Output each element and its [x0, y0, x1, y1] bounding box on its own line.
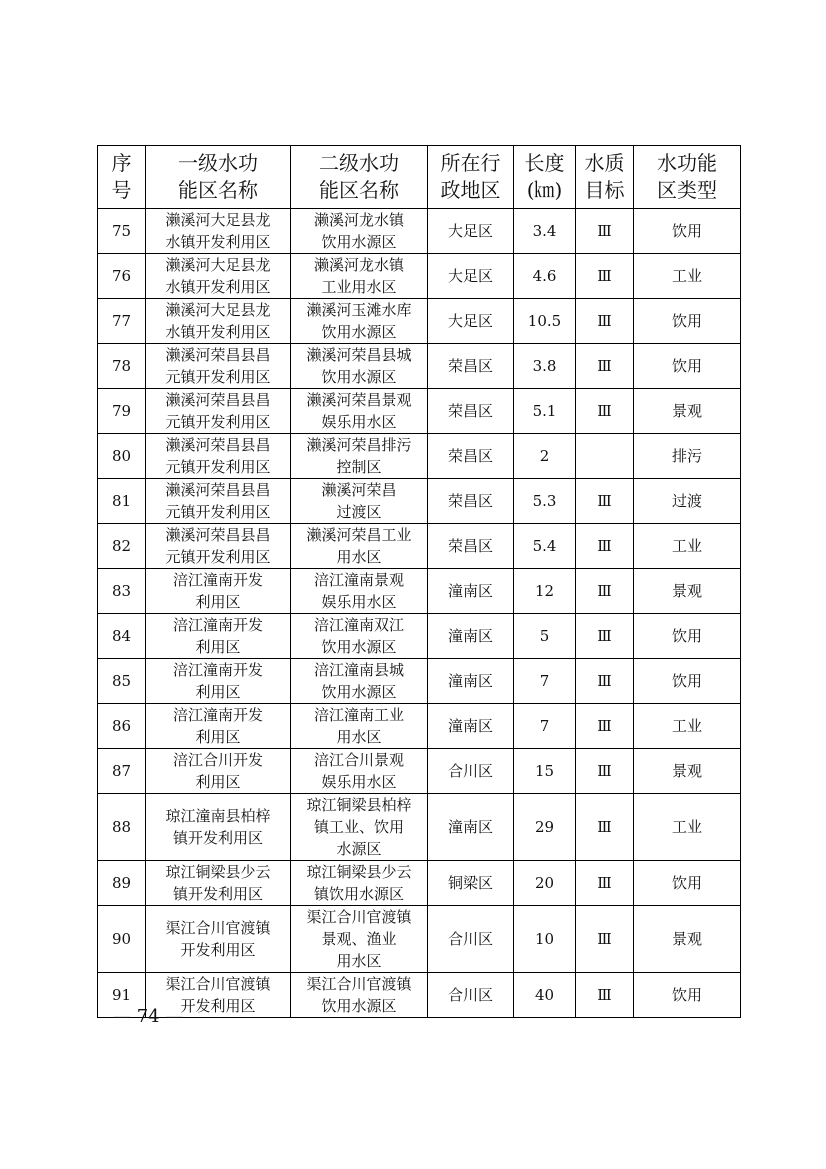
water-quality-target-cell: Ⅲ [576, 861, 634, 906]
primary-zone-cell: 琼江铜梁县少云 镇开发利用区 [146, 861, 291, 906]
region-cell: 铜梁区 [428, 861, 514, 906]
serial-number-cell: 88 [98, 794, 146, 861]
function-type-cell: 工业 [634, 254, 741, 299]
function-type-cell: 景观 [634, 569, 741, 614]
header-serial-number: 序 号 [98, 146, 146, 209]
serial-number-cell: 82 [98, 524, 146, 569]
function-type-cell: 景观 [634, 749, 741, 794]
secondary-zone-cell: 涪江潼南县城 饮用水源区 [291, 659, 428, 704]
table-row [98, 861, 741, 906]
length-cell: 29 [514, 794, 576, 861]
table-row [98, 659, 741, 704]
table-body [98, 209, 741, 1018]
primary-zone-cell: 涪江潼南开发 利用区 [146, 614, 291, 659]
serial-number-cell: 89 [98, 861, 146, 906]
table-header [98, 146, 741, 209]
length-cell: 7 [514, 704, 576, 749]
function-type-cell: 工业 [634, 524, 741, 569]
length-cell: 10 [514, 906, 576, 973]
serial-number-cell: 85 [98, 659, 146, 704]
table-row [98, 389, 741, 434]
water-function-zone-table [97, 145, 741, 1018]
header-secondary-zone-name: 二级水功 能区名称 [291, 146, 428, 209]
table-row [98, 704, 741, 749]
header-function-type: 水功能 区类型 [634, 146, 741, 209]
serial-number-cell: 86 [98, 704, 146, 749]
table-row [98, 524, 741, 569]
length-cell: 12 [514, 569, 576, 614]
region-cell: 潼南区 [428, 794, 514, 861]
table-row [98, 794, 741, 861]
serial-number-cell: 79 [98, 389, 146, 434]
region-cell: 合川区 [428, 906, 514, 973]
serial-number-cell: 80 [98, 434, 146, 479]
secondary-zone-cell: 涪江潼南工业 用水区 [291, 704, 428, 749]
length-cell: 3.8 [514, 344, 576, 389]
length-cell: 15 [514, 749, 576, 794]
water-quality-target-cell: Ⅲ [576, 569, 634, 614]
length-cell: 5.3 [514, 479, 576, 524]
primary-zone-cell: 濑溪河大足县龙 水镇开发利用区 [146, 299, 291, 344]
length-cell: 4.6 [514, 254, 576, 299]
function-type-cell: 过渡 [634, 479, 741, 524]
secondary-zone-cell: 濑溪河荣昌排污 控制区 [291, 434, 428, 479]
water-quality-target-cell: Ⅲ [576, 389, 634, 434]
primary-zone-cell: 濑溪河荣昌县昌 元镇开发利用区 [146, 434, 291, 479]
length-cell: 2 [514, 434, 576, 479]
serial-number-cell: 78 [98, 344, 146, 389]
region-cell: 大足区 [428, 254, 514, 299]
header-length: 长度 (㎞) [514, 146, 576, 209]
length-cell: 40 [514, 973, 576, 1018]
function-type-cell: 饮用 [634, 861, 741, 906]
secondary-zone-cell: 濑溪河荣昌工业 用水区 [291, 524, 428, 569]
length-cell: 20 [514, 861, 576, 906]
table-row [98, 434, 741, 479]
primary-zone-cell: 濑溪河荣昌县昌 元镇开发利用区 [146, 389, 291, 434]
region-cell: 荣昌区 [428, 389, 514, 434]
table-row [98, 749, 741, 794]
secondary-zone-cell: 渠江合川官渡镇 景观、渔业 用水区 [291, 906, 428, 973]
primary-zone-cell: 濑溪河荣昌县昌 元镇开发利用区 [146, 524, 291, 569]
serial-number-cell: 87 [98, 749, 146, 794]
region-cell: 潼南区 [428, 659, 514, 704]
table-row [98, 906, 741, 973]
secondary-zone-cell: 濑溪河龙水镇 饮用水源区 [291, 209, 428, 254]
function-type-cell: 饮用 [634, 209, 741, 254]
water-quality-target-cell: Ⅲ [576, 299, 634, 344]
secondary-zone-cell: 濑溪河荣昌景观 娱乐用水区 [291, 389, 428, 434]
water-quality-target-cell: Ⅲ [576, 704, 634, 749]
water-quality-target-cell: Ⅲ [576, 254, 634, 299]
table-row [98, 973, 741, 1018]
function-type-cell: 景观 [634, 389, 741, 434]
serial-number-cell: 83 [98, 569, 146, 614]
secondary-zone-cell: 涪江潼南双江 饮用水源区 [291, 614, 428, 659]
water-quality-target-cell: Ⅲ [576, 614, 634, 659]
primary-zone-cell: 涪江合川开发 利用区 [146, 749, 291, 794]
function-type-cell: 排污 [634, 434, 741, 479]
secondary-zone-cell: 濑溪河荣昌县城 饮用水源区 [291, 344, 428, 389]
water-quality-target-cell [576, 434, 634, 479]
table-row [98, 254, 741, 299]
region-cell: 荣昌区 [428, 434, 514, 479]
secondary-zone-cell: 琼江铜梁县柏梓 镇工业、饮用 水源区 [291, 794, 428, 861]
region-cell: 荣昌区 [428, 479, 514, 524]
serial-number-cell: 81 [98, 479, 146, 524]
function-type-cell: 饮用 [634, 344, 741, 389]
primary-zone-cell: 涪江潼南开发 利用区 [146, 704, 291, 749]
length-cell: 7 [514, 659, 576, 704]
primary-zone-cell: 琼江潼南县柏梓 镇开发利用区 [146, 794, 291, 861]
region-cell: 潼南区 [428, 614, 514, 659]
secondary-zone-cell: 涪江潼南景观 娱乐用水区 [291, 569, 428, 614]
length-cell: 5.1 [514, 389, 576, 434]
region-cell: 合川区 [428, 973, 514, 1018]
function-type-cell: 工业 [634, 704, 741, 749]
length-cell: 5.4 [514, 524, 576, 569]
primary-zone-cell: 濑溪河荣昌县昌 元镇开发利用区 [146, 479, 291, 524]
water-quality-target-cell: Ⅲ [576, 749, 634, 794]
secondary-zone-cell: 渠江合川官渡镇 饮用水源区 [291, 973, 428, 1018]
serial-number-cell: 76 [98, 254, 146, 299]
function-type-cell: 工业 [634, 794, 741, 861]
region-cell: 合川区 [428, 749, 514, 794]
serial-number-cell: 77 [98, 299, 146, 344]
serial-number-cell: 91 [98, 973, 146, 1018]
header-primary-zone-name: 一级水功 能区名称 [146, 146, 291, 209]
primary-zone-cell: 濑溪河大足县龙 水镇开发利用区 [146, 209, 291, 254]
region-cell: 潼南区 [428, 569, 514, 614]
region-cell: 荣昌区 [428, 524, 514, 569]
function-type-cell: 饮用 [634, 659, 741, 704]
primary-zone-cell: 渠江合川官渡镇 开发利用区 [146, 973, 291, 1018]
secondary-zone-cell: 涪江合川景观 娱乐用水区 [291, 749, 428, 794]
water-quality-target-cell: Ⅲ [576, 479, 634, 524]
secondary-zone-cell: 琼江铜梁县少云 镇饮用水源区 [291, 861, 428, 906]
table-row [98, 479, 741, 524]
secondary-zone-cell: 濑溪河龙水镇 工业用水区 [291, 254, 428, 299]
length-cell: 3.4 [514, 209, 576, 254]
header-administrative-region: 所在行 政地区 [428, 146, 514, 209]
secondary-zone-cell: 濑溪河玉滩水库 饮用水源区 [291, 299, 428, 344]
header-water-quality-target: 水质 目标 [576, 146, 634, 209]
function-type-cell: 饮用 [634, 299, 741, 344]
secondary-zone-cell: 濑溪河荣昌 过渡区 [291, 479, 428, 524]
function-type-cell: 饮用 [634, 614, 741, 659]
page-number: — 74 — [113, 1006, 184, 1027]
length-cell: 10.5 [514, 299, 576, 344]
table-row [98, 614, 741, 659]
water-quality-target-cell: Ⅲ [576, 794, 634, 861]
water-quality-target-cell: Ⅲ [576, 524, 634, 569]
serial-number-cell: 84 [98, 614, 146, 659]
table-row [98, 299, 741, 344]
table-row [98, 209, 741, 254]
water-quality-target-cell: Ⅲ [576, 973, 634, 1018]
header-row [98, 146, 741, 209]
table-row [98, 569, 741, 614]
region-cell: 荣昌区 [428, 344, 514, 389]
region-cell: 大足区 [428, 299, 514, 344]
table-row [98, 344, 741, 389]
region-cell: 潼南区 [428, 704, 514, 749]
water-quality-target-cell: Ⅲ [576, 906, 634, 973]
water-quality-target-cell: Ⅲ [576, 344, 634, 389]
function-type-cell: 景观 [634, 906, 741, 973]
primary-zone-cell: 濑溪河荣昌县昌 元镇开发利用区 [146, 344, 291, 389]
primary-zone-cell: 涪江潼南开发 利用区 [146, 659, 291, 704]
water-quality-target-cell: Ⅲ [576, 209, 634, 254]
function-type-cell: 饮用 [634, 973, 741, 1018]
serial-number-cell: 90 [98, 906, 146, 973]
region-cell: 大足区 [428, 209, 514, 254]
primary-zone-cell: 濑溪河大足县龙 水镇开发利用区 [146, 254, 291, 299]
water-quality-target-cell: Ⅲ [576, 659, 634, 704]
primary-zone-cell: 渠江合川官渡镇 开发利用区 [146, 906, 291, 973]
primary-zone-cell: 涪江潼南开发 利用区 [146, 569, 291, 614]
length-cell: 5 [514, 614, 576, 659]
serial-number-cell: 75 [98, 209, 146, 254]
